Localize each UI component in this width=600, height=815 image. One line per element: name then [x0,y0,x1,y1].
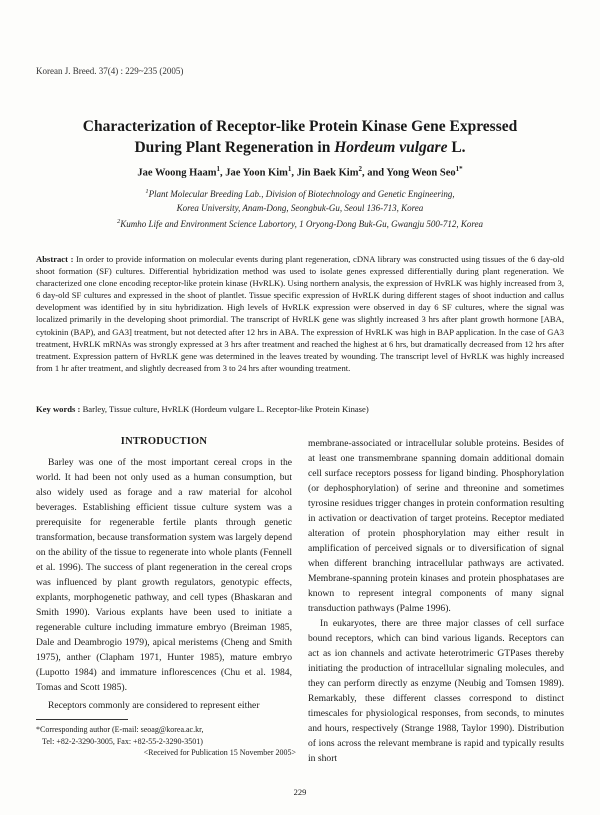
footnote-line: Tel: +82-2-3290-3005, Fax: +82-55-2-3290-3501) [42,736,203,746]
abstract-text: In order to provide information on molecular events during plant regeneration, cDNA library was constructed using tissues of the 6 day-old shoot formation (SF) cultures. Differential hybridization method was used to isolate genes expressed differentially during plant regeneration. We characterized one clone encoding receptor-like protein kinase (HvRLK). Using northern analysis, the expression of HvRLK was highly increased from 3, 6 day-old SF cultures and expressed in the shoot of plantlet. Tissue specific expression of HvRLK during different stages of shoot induction and callus development was identified by in situ hybridization. High levels of HvRLK expression were observed in day 6 SF cultures, where the signal was localized primarily in the developing shoot primordial. The transcript of HvRLK gene was slightly increased 3 hrs after plant growth hormone [ABA, cytokinin (BAP), and GA3] treatment, but not detected after 12 hrs in ABA. The expression of HvRLK was high in BAP application. In the case of GA3 treatment, HvRLK mRNAs was strongly expressed at 3 hrs after treatment and reached the highest at 6 hrs, but dramatically decreased from 12 hrs after treatment. Expression pattern of HvRLK gene was determined in the leaves treated by wounding. The transcript level of HvRLK was highly increased from 1 hr after treatment, and slightly decreased from 3 to 24 hrs after wounding treatment. [36,254,564,373]
affiliation-line [40,215,560,231]
affiliation-line [40,201,560,215]
received-date: <Received for Publication 15 November 2005> [143,748,296,757]
keywords-text: Barley, Tissue culture, HvRLK (Hordeum vulgare L. Receptor-like Protein Kinase) [82,404,369,414]
paragraph: membrane-associated or intracellular soluble proteins. Besides of at least one transmembrane spanning domain additional domain cell surface receptors possess for ligand binding. Phosphorylation (or dephosphorylation) of serine and threonine and sometimes tyrosine residues trigger changes in protein conformation resulting in activation or deactivation of target proteins. Receptor mediated alteration of protein phosphorylation may either result in amplification of perceived signals or to diversification of signal when different branching intracellular pathways are activated. Membrane-spanning protein kinases and protein phosphatases are known to represent integral components of many signal transduction pathways (Palme 1996). [308,438,564,614]
author-affiliation-mark: 1 [216,165,220,173]
page-number: 229 [293,787,307,797]
right-column [308,436,564,766]
left-column [36,452,292,713]
section-heading-introduction: INTRODUCTION [120,436,208,447]
author-affiliation-mark: 1* [455,165,463,173]
author-name: Jae Yoon Kim [225,167,288,179]
keywords [36,404,564,414]
author-name: Jin Baek Kim [296,167,359,179]
paragraph: Receptors commonly are considered to represent either [48,700,260,711]
paragraph: In eukaryotes, there are three major classes of cell surface bound receptors, which can bind various ligands. Receptors can act as ion channels and activate heterotrimeric GTPases thereby initiating the production of intracellular signaling molecules, and they can perform directly as enzyme (Neubig and Tomsen 1989). Remarkably, these different classes correspond to distinct timescales for physiological responses, from seconds, to minutes and hours, respectively (Strange 1988, Taylor 1990). Distribution of ions across the relevant membrane is rapid and typically results in short [308,618,564,764]
affiliation-text: Korea University, Anam-Dong, Seongbuk-Gu, Seoul 136-713, Korea [176,203,424,213]
abstract-label: Abstract : [36,254,74,264]
paper-title [40,116,560,158]
author-separator: , [291,167,297,179]
keywords-label: Key words : [36,404,81,414]
footnote [36,724,296,759]
author-affiliation-mark: 2 [358,165,362,173]
affiliation-mark: 1 [145,188,149,195]
author-separator: , [220,167,226,179]
affiliations [40,185,560,231]
footnote-line: *Corresponding author (E-mail: seoag@korea.ac.kr, [36,725,204,734]
title-line-1: Characterization of Receptor-like Protein Kinase Gene Expressed [82,118,518,135]
author-affiliation-mark: 1 [287,165,292,173]
author-name: Yong Weon Seo [386,167,456,179]
author-separator: , and [361,167,387,179]
journal-citation: Korean J. Breed. 37(4) : 229~235 (2005) [36,66,184,76]
affiliation-mark: 2 [116,218,121,225]
footnote-divider [36,719,128,720]
title-line-2: During Plant Regeneration in Hordeum vulgare L. [134,139,466,156]
species-name: Hordeum vulgare [334,139,448,156]
affiliation-text: Kumho Life and Environment Science Labortory, 1 Oryong-Dong Buk-Gu, Gwangju 500-712, Korea [120,219,484,229]
author-list [40,165,560,179]
abstract [36,253,564,374]
author-name: Jae Woong Haam [137,167,217,179]
affiliation-text: Plant Molecular Breeding Lab., Division of Biotechnology and Genetic Engineering, [148,189,455,199]
affiliation-line [40,185,560,201]
paragraph: Barley was one of the most important cereal crops in the world. It had been not only used as a human consumption, but also widely used as forage and a raw material for alcohol beverages. Establishing efficient tissue culture system was a prerequisite for regenerable fertile plants through genetic transformation, because transformation system was largely depend on the ability of the tissue to regenerate into whole plants (Fennell et al. 1996). The success of plant regeneration in the cereal crops was influenced by plant growth regulators, genotypic effects, explants, morphogenetic pathway, and cell types (Bhaskaran and Smith 1990). Various explants have been used to initiate a regenerable culture including immature embryo (Breiman 1985, Dale and Deambrogio 1979), apical meristems (Cheng and Smith 1975), anther (Clapham 1971, Hunter 1985), mature embryo (Lupotto 1984) and immature inflorescences (Chu et al. 1984, Tomas and Scott 1985). [36,457,292,693]
